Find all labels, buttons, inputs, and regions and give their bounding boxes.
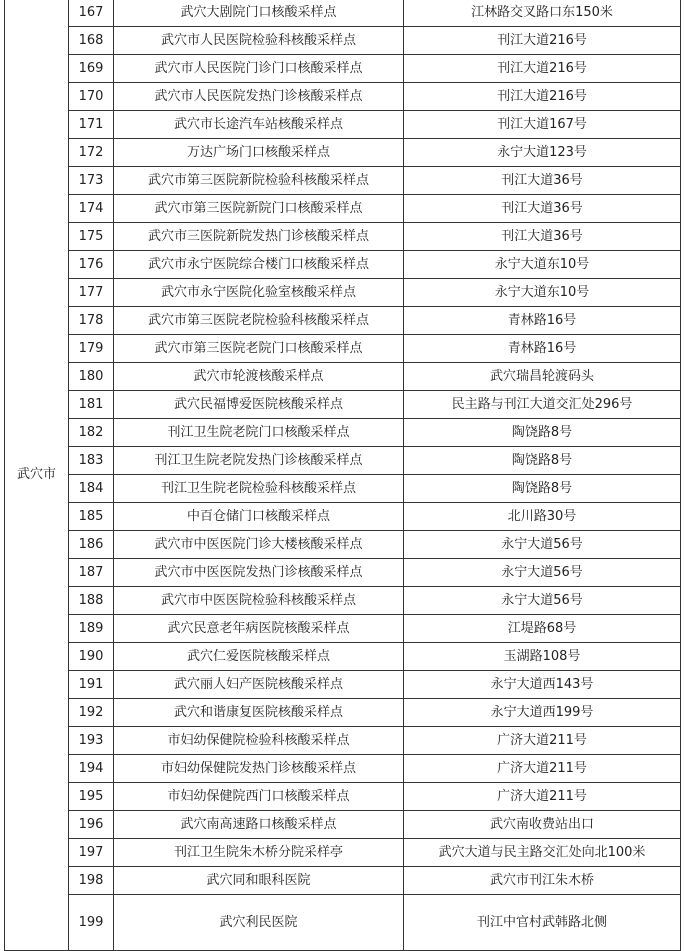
row-number-cell: 191 — [69, 671, 114, 699]
row-number-cell: 190 — [69, 643, 114, 671]
row-number-cell: 177 — [69, 279, 114, 307]
address-cell: 永宁大道56号 — [404, 559, 681, 587]
site-name-cell: 武穴市轮渡核酸采样点 — [114, 363, 404, 391]
table-row — [5, 335, 681, 363]
address-cell: 永宁大道东10号 — [404, 251, 681, 279]
table-row — [5, 727, 681, 755]
row-number-cell: 188 — [69, 587, 114, 615]
table-row — [5, 475, 681, 503]
site-name-cell: 市妇幼保健院西门口核酸采样点 — [114, 783, 404, 811]
table-row — [5, 111, 681, 139]
address-cell: 刊江大道36号 — [404, 167, 681, 195]
site-name-cell: 武穴大剧院门口核酸采样点 — [114, 0, 404, 27]
table-row — [5, 643, 681, 671]
address-cell: 永宁大道东10号 — [404, 279, 681, 307]
row-number-cell: 169 — [69, 55, 114, 83]
row-number-cell: 180 — [69, 363, 114, 391]
site-name-cell: 武穴和谐康复医院核酸采样点 — [114, 699, 404, 727]
row-number-cell: 183 — [69, 447, 114, 475]
row-number-cell: 171 — [69, 111, 114, 139]
site-name-cell: 武穴市中医医院门诊大楼核酸采样点 — [114, 531, 404, 559]
address-cell: 刊江大道167号 — [404, 111, 681, 139]
table-row — [5, 615, 681, 643]
table-row — [5, 167, 681, 195]
table-row — [5, 783, 681, 811]
site-name-cell: 武穴市三医院新院发热门诊核酸采样点 — [114, 223, 404, 251]
address-cell: 广济大道211号 — [404, 783, 681, 811]
table-row — [5, 55, 681, 83]
address-cell: 武穴市刊江朱木桥 — [404, 867, 681, 895]
site-name-cell: 市妇幼保健院检验科核酸采样点 — [114, 727, 404, 755]
row-number-cell: 187 — [69, 559, 114, 587]
row-number-cell: 194 — [69, 755, 114, 783]
address-cell: 玉湖路108号 — [404, 643, 681, 671]
row-number-cell: 181 — [69, 391, 114, 419]
address-cell: 永宁大道西199号 — [404, 699, 681, 727]
table-row — [5, 447, 681, 475]
address-cell: 永宁大道56号 — [404, 587, 681, 615]
table-body — [5, 0, 681, 951]
sampling-sites-table — [4, 0, 681, 951]
row-number-cell: 199 — [69, 895, 114, 951]
site-name-cell: 万达广场门口核酸采样点 — [114, 139, 404, 167]
site-name-cell: 武穴市人民医院检验科核酸采样点 — [114, 27, 404, 55]
address-cell: 永宁大道西143号 — [404, 671, 681, 699]
site-name-cell: 武穴仁爱医院核酸采样点 — [114, 643, 404, 671]
row-number-cell: 196 — [69, 811, 114, 839]
row-number-cell: 185 — [69, 503, 114, 531]
table-row — [5, 671, 681, 699]
site-name-cell: 武穴市永宁医院化验室核酸采样点 — [114, 279, 404, 307]
address-cell: 刊江中官村武韩路北侧 — [404, 895, 681, 951]
table-row — [5, 531, 681, 559]
table-row — [5, 223, 681, 251]
address-cell: 青林路16号 — [404, 335, 681, 363]
table-row — [5, 307, 681, 335]
site-name-cell: 武穴民意老年病医院核酸采样点 — [114, 615, 404, 643]
row-number-cell: 189 — [69, 615, 114, 643]
site-name-cell: 武穴市第三医院老院检验科核酸采样点 — [114, 307, 404, 335]
table-row — [5, 699, 681, 727]
address-cell: 陶饶路8号 — [404, 419, 681, 447]
row-number-cell: 175 — [69, 223, 114, 251]
table-row — [5, 195, 681, 223]
address-cell: 广济大道211号 — [404, 727, 681, 755]
address-cell: 永宁大道123号 — [404, 139, 681, 167]
table-row — [5, 0, 681, 27]
address-cell: 武穴南收费站出口 — [404, 811, 681, 839]
table-row — [5, 363, 681, 391]
address-cell: 民主路与刊江大道交汇处296号 — [404, 391, 681, 419]
site-name-cell: 刊江卫生院老院检验科核酸采样点 — [114, 475, 404, 503]
row-number-cell: 192 — [69, 699, 114, 727]
address-cell: 刊江大道216号 — [404, 27, 681, 55]
table-row — [5, 559, 681, 587]
address-cell: 陶饶路8号 — [404, 447, 681, 475]
address-cell: 广济大道211号 — [404, 755, 681, 783]
table-row — [5, 139, 681, 167]
row-number-cell: 172 — [69, 139, 114, 167]
table-row — [5, 503, 681, 531]
row-number-cell: 193 — [69, 727, 114, 755]
site-name-cell: 刊江卫生院老院发热门诊核酸采样点 — [114, 447, 404, 475]
table-row — [5, 587, 681, 615]
site-name-cell: 武穴市人民医院发热门诊核酸采样点 — [114, 83, 404, 111]
table-row — [5, 755, 681, 783]
address-cell: 刊江大道216号 — [404, 55, 681, 83]
site-name-cell: 武穴民福博爱医院核酸采样点 — [114, 391, 404, 419]
city-cell: 武穴市 — [5, 0, 69, 951]
site-name-cell: 武穴市第三医院新院门口核酸采样点 — [114, 195, 404, 223]
site-name-cell: 武穴丽人妇产医院核酸采样点 — [114, 671, 404, 699]
row-number-cell: 195 — [69, 783, 114, 811]
address-cell: 陶饶路8号 — [404, 475, 681, 503]
site-name-cell: 武穴市长途汽车站核酸采样点 — [114, 111, 404, 139]
site-name-cell: 武穴市第三医院老院门口核酸采样点 — [114, 335, 404, 363]
table-row — [5, 839, 681, 867]
address-cell: 江堤路68号 — [404, 615, 681, 643]
site-name-cell: 市妇幼保健院发热门诊核酸采样点 — [114, 755, 404, 783]
row-number-cell: 197 — [69, 839, 114, 867]
address-cell: 刊江大道216号 — [404, 83, 681, 111]
table-row — [5, 279, 681, 307]
site-name-cell: 武穴同和眼科医院 — [114, 867, 404, 895]
site-name-cell: 武穴市中医医院发热门诊核酸采样点 — [114, 559, 404, 587]
site-name-cell: 武穴利民医院 — [114, 895, 404, 951]
table-row — [5, 251, 681, 279]
table-row — [5, 419, 681, 447]
site-name-cell: 刊江卫生院朱木桥分院采样亭 — [114, 839, 404, 867]
address-cell: 江林路交叉路口东150米 — [404, 0, 681, 27]
row-number-cell: 167 — [69, 0, 114, 27]
row-number-cell: 198 — [69, 867, 114, 895]
site-name-cell: 中百仓储门口核酸采样点 — [114, 503, 404, 531]
row-number-cell: 174 — [69, 195, 114, 223]
table-row — [5, 811, 681, 839]
row-number-cell: 168 — [69, 27, 114, 55]
row-number-cell: 178 — [69, 307, 114, 335]
row-number-cell: 182 — [69, 419, 114, 447]
site-name-cell: 武穴市中医医院检验科核酸采样点 — [114, 587, 404, 615]
address-cell: 青林路16号 — [404, 307, 681, 335]
site-name-cell: 刊江卫生院老院门口核酸采样点 — [114, 419, 404, 447]
row-number-cell: 186 — [69, 531, 114, 559]
address-cell: 永宁大道56号 — [404, 531, 681, 559]
address-cell: 北川路30号 — [404, 503, 681, 531]
address-cell: 刊江大道36号 — [404, 195, 681, 223]
address-cell: 刊江大道36号 — [404, 223, 681, 251]
table-row — [5, 895, 681, 951]
table-row — [5, 391, 681, 419]
row-number-cell: 173 — [69, 167, 114, 195]
row-number-cell: 184 — [69, 475, 114, 503]
site-name-cell: 武穴市人民医院门诊门口核酸采样点 — [114, 55, 404, 83]
row-number-cell: 179 — [69, 335, 114, 363]
table-row — [5, 83, 681, 111]
row-number-cell: 170 — [69, 83, 114, 111]
table-row — [5, 27, 681, 55]
site-name-cell: 武穴南高速路口核酸采样点 — [114, 811, 404, 839]
site-name-cell: 武穴市第三医院新院检验科核酸采样点 — [114, 167, 404, 195]
address-cell: 武穴大道与民主路交汇处向北100米 — [404, 839, 681, 867]
row-number-cell: 176 — [69, 251, 114, 279]
address-cell: 武穴瑞昌轮渡码头 — [404, 363, 681, 391]
table-row — [5, 867, 681, 895]
site-name-cell: 武穴市永宁医院综合楼门口核酸采样点 — [114, 251, 404, 279]
